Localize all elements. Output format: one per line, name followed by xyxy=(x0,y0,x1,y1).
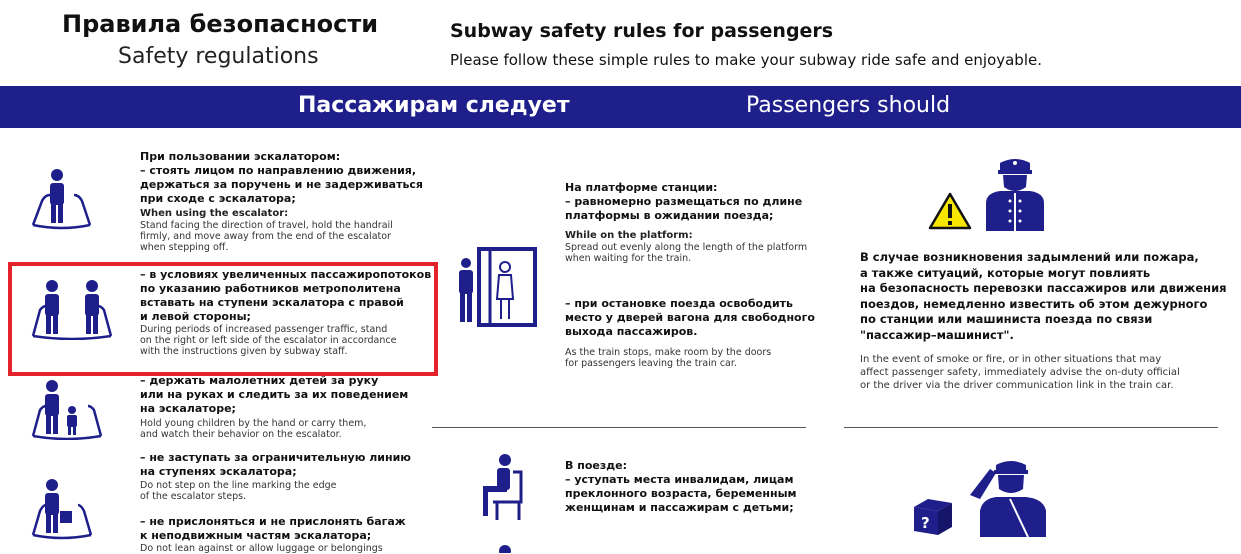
rule-escalator-both-sides: – в условиях увеличенных пассажиропотоков по указанию работников метрополитена вставать на ступени эскалатора с правой и левой стороны; During periods of increased passenger traffic, stand on the right or left side of the escalator in accordance with the instructions given by subway staff. xyxy=(140,268,432,357)
section-band xyxy=(0,86,1241,128)
rule-platform: На платформе станции: – равномерно размещаться по длине платформы в ожидании поезда; While on the platform: Spread out evenly along the length of the platform when waiting for the train. xyxy=(565,181,808,264)
page-title-ru: Правила безопасности xyxy=(62,10,379,38)
highlight-box xyxy=(8,262,438,376)
escalator-luggage-icon xyxy=(30,475,94,541)
partial-icon xyxy=(495,543,515,553)
rule-escalator-children: – держать малолетних детей за руку или на руках и следить за их поведением на эскалаторе; Hold young children by the hand or carry them, and watch their behavior on the escalator. xyxy=(140,374,409,440)
page-title-en: Safety regulations xyxy=(118,44,319,69)
rule-train-doors: – при остановке поезда освободить место у дверей вагона для свободного выхода пассажиров. As the train stops, make room by the doors for passengers leaving the train car. xyxy=(565,297,815,369)
intro-text: Please follow these simple rules to make your subway ride safe and enjoyable. xyxy=(450,51,1042,69)
rule-fire-smoke: В случае возникновения задымлений или пожара, а также ситуаций, которые могут повлиять на безопасность перевозки пассажиров или движения поездов, немедленно известить об этом дежурного по станции или машиниста поезда по связи "пассажир–машинист". In the event of smoke or fire, or in other situations that may affect passenger safety, immediately advise the on-duty official or the driver via the driver communication link in the train car. xyxy=(860,250,1227,391)
warning-icon xyxy=(928,192,972,230)
staff-officer-icon xyxy=(982,155,1048,231)
band-title-en: Passengers should xyxy=(746,93,951,118)
section-title: Subway safety rules for passengers xyxy=(450,20,834,42)
saluting-officer-icon xyxy=(966,455,1050,537)
rule-escalator-no-leaning: – не прислоняться и не прислонять багаж к неподвижным частям эскалатора; Do not lean against or allow luggage or belongings xyxy=(140,515,406,554)
escalator-adult-child-icon xyxy=(30,378,104,440)
divider-middle xyxy=(432,427,806,428)
escalator-person-icon xyxy=(30,165,94,231)
rule-escalator-edge-line: – не заступать за ограничительную линию на ступенях эскалатора; Do not step on the line marking the edge of the escalator steps. xyxy=(140,451,412,502)
platform-door-icon xyxy=(455,247,545,327)
rule-escalator-stand: При пользовании эскалатором: – стоять лицом по направлению движения, держаться за поручень и не задерживаться при сходе с эскалатора; When using the escalator: Stand facing the direction of travel, hold the handrail firmly, and move away from the end of the escalator when stepping off. xyxy=(140,150,423,253)
unattended-box-icon xyxy=(910,495,956,537)
seated-person-icon xyxy=(475,452,527,524)
divider-right xyxy=(844,427,1218,428)
svg-text:?: ? xyxy=(921,514,930,532)
rule-in-train: В поезде: – уступать места инвалидам, лицам преклонного возраста, беременным женщинам и пассажирам с детьми; xyxy=(565,459,797,514)
band-title-ru: Пассажирам следует xyxy=(298,93,570,118)
